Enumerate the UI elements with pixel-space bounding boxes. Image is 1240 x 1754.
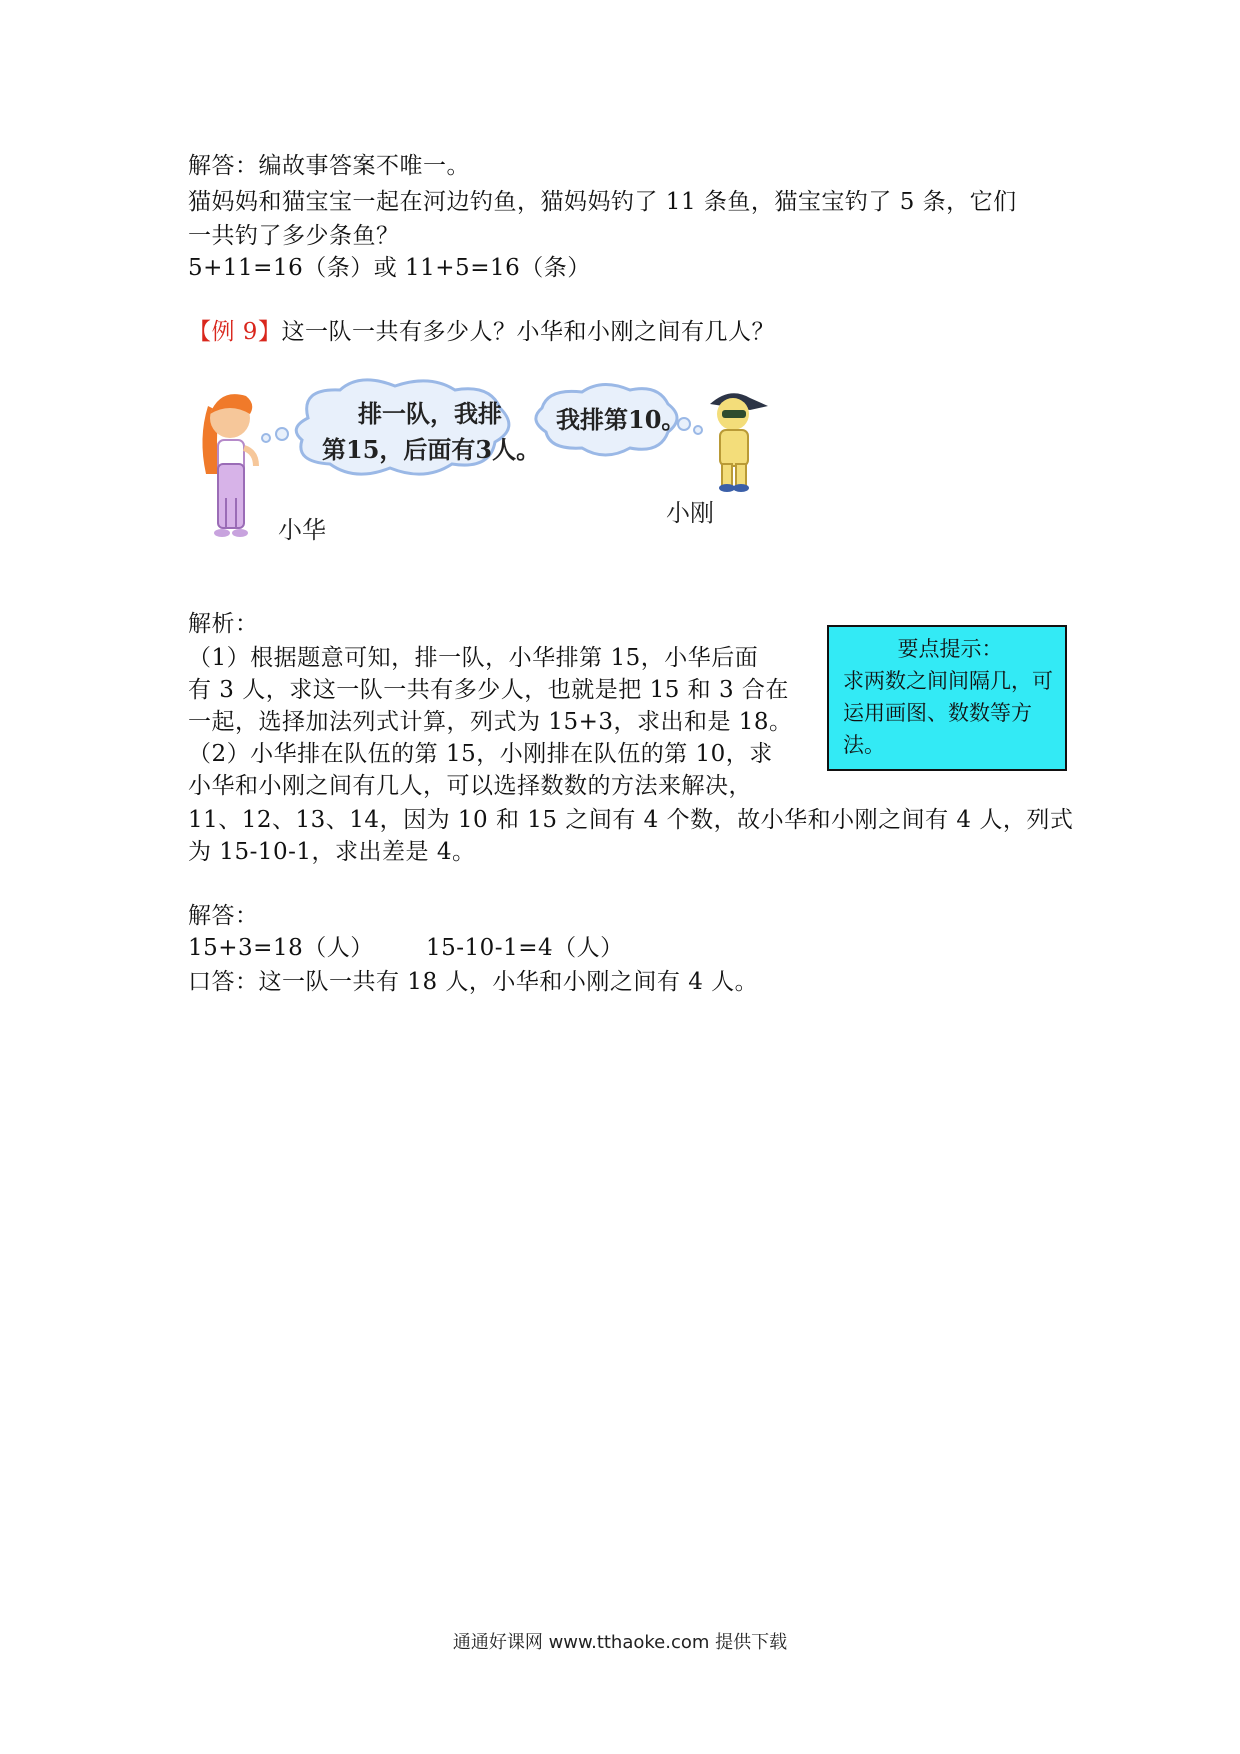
analysis-line: （2）小华排在队伍的第 15，小刚排在队伍的第 10，求: [188, 741, 773, 767]
story-line-2: 一共钓了多少条鱼？: [188, 223, 400, 249]
bubble-left-line-2: 第15，后面有3人。: [322, 435, 541, 464]
name-label-xiaohua: 小华: [278, 516, 326, 544]
tip-box: [827, 625, 1067, 771]
answer2-conclusion: 口答：这一队一共有 18 人，小华和小刚之间有 4 人。: [188, 969, 759, 995]
answer2-equation-2: 15-10-1=4（人）: [426, 935, 624, 961]
analysis-line: 为 15-10-1，求出差是 4。: [188, 839, 476, 865]
answer2-label: 解答：: [188, 903, 259, 929]
answer2-equation-1: 15+3=18（人）: [188, 935, 374, 961]
analysis-line: 有 3 人，求这一队一共有多少人，也就是把 15 和 3 合在: [188, 677, 789, 703]
analysis-line: （1）根据题意可知，排一队，小华排第 15，小华后面: [188, 645, 759, 671]
analysis-line: 11、12、13、14，因为 10 和 15 之间有 4 个数，故小华和小刚之间有 4 人，列式: [188, 807, 1074, 833]
example-heading: [188, 316, 775, 348]
name-label-xiaogang: 小刚: [666, 499, 714, 527]
tip-title: 要点提示：: [897, 637, 1003, 661]
speech-bubble-left: [262, 380, 540, 474]
answer-label: 解答：编故事答案不唯一。: [188, 153, 470, 179]
example-tag: 【例 9】: [188, 319, 282, 345]
bubble-left-line-1: 排一队，我排: [358, 399, 502, 428]
bubble-right-text: 我排第10。: [556, 405, 686, 434]
girl-figure: [202, 394, 256, 537]
tip-line: 求两数之间间隔几，可: [843, 669, 1053, 693]
boy-figure: [710, 393, 768, 492]
tip-line: 运用画图、数数等方: [843, 701, 1032, 725]
footer-credit: 通通好课网 www.tthaoke.com 提供下载: [452, 1632, 788, 1653]
story-equation: 5+11=16（条）或 11+5=16（条）: [188, 255, 591, 281]
analysis-label: 解析：: [188, 611, 259, 637]
example-question: 这一队一共有多少人？小华和小刚之间有几人？: [281, 319, 775, 345]
story-line-1: 猫妈妈和猫宝宝一起在河边钓鱼，猫妈妈钓了 11 条鱼，猫宝宝钓了 5 条，它们: [188, 189, 1017, 215]
analysis-line: 一起，选择加法列式计算，列式为 15+3，求出和是 18。: [188, 709, 793, 735]
queue-illustration: [190, 378, 860, 558]
tip-line: 法。: [843, 733, 885, 757]
analysis-line: 小华和小刚之间有几人，可以选择数数的方法来解决，: [188, 773, 752, 799]
speech-bubble-right: [536, 384, 702, 455]
